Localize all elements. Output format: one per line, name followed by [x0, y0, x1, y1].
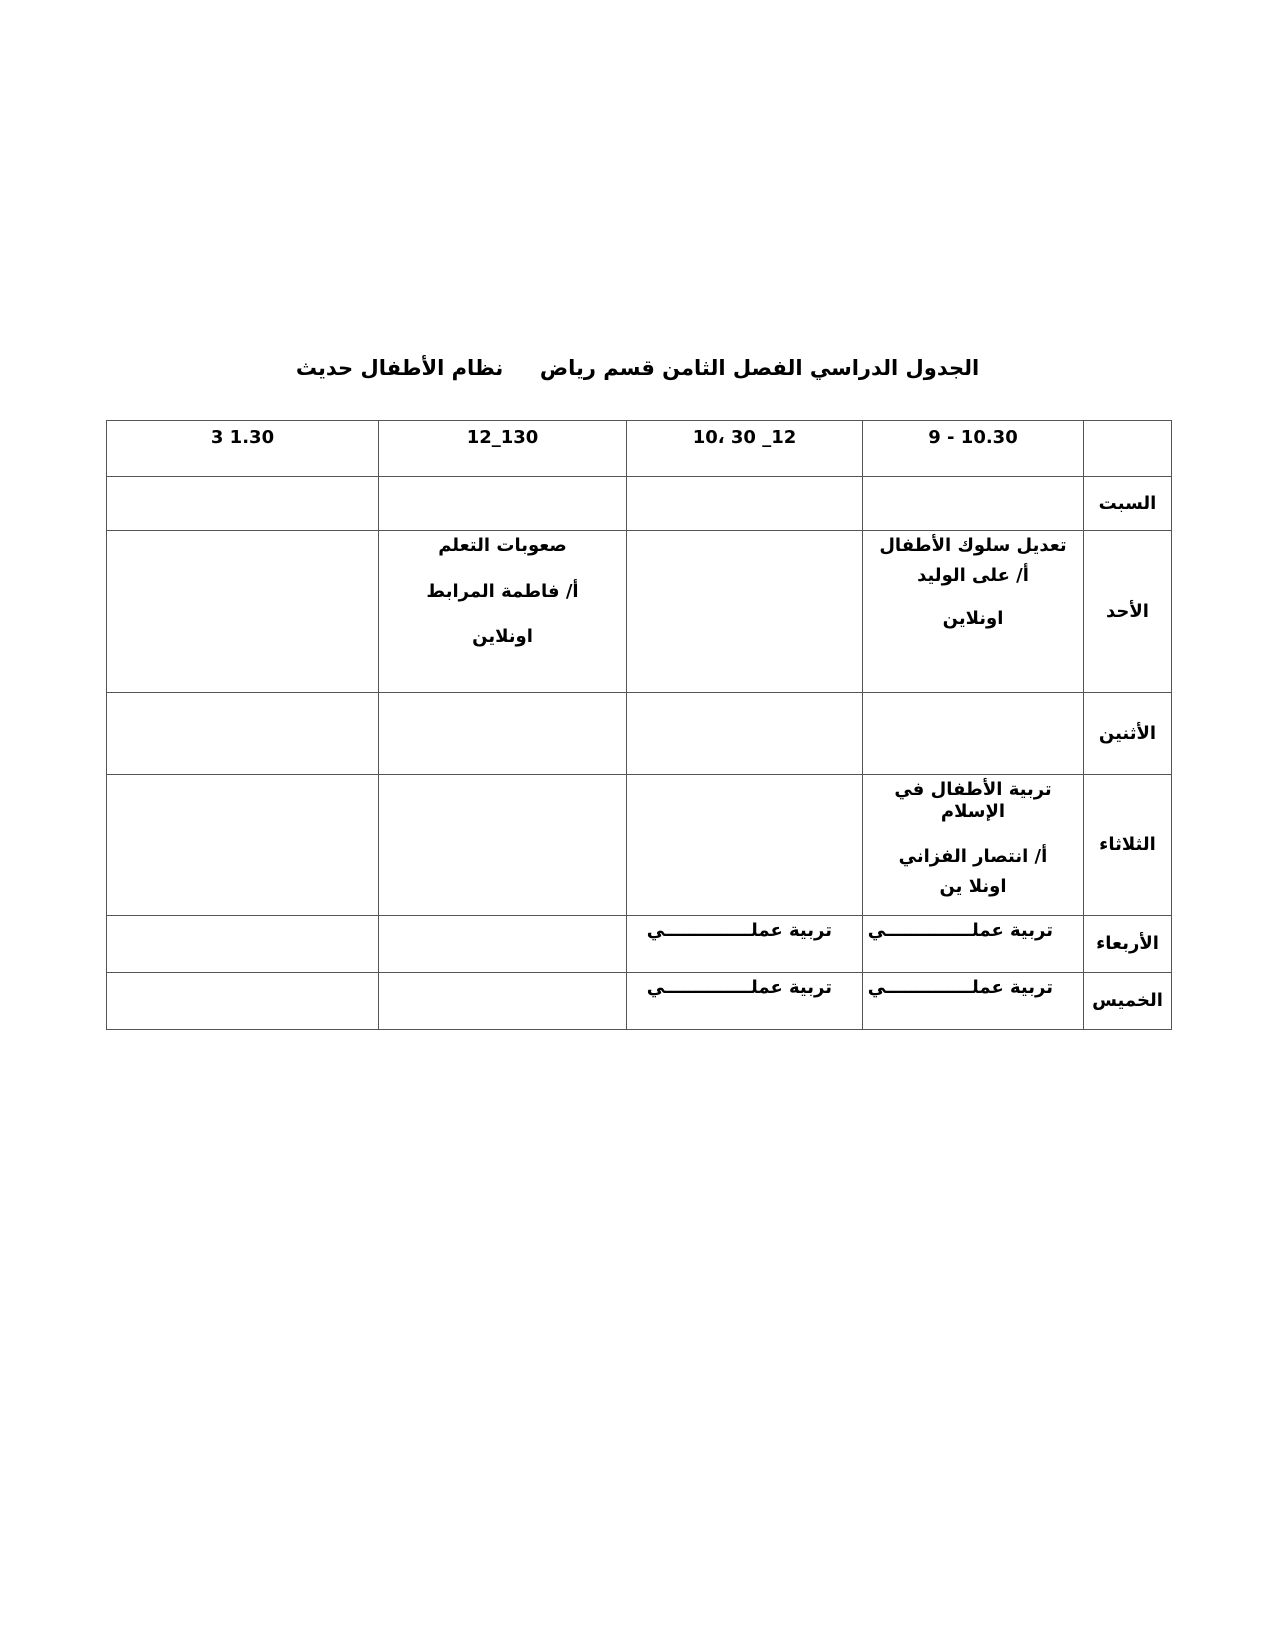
- cell-wednesday-4: [107, 916, 379, 973]
- time-header-2-label: 10، 30 _12: [692, 427, 797, 448]
- day-sunday: الأحد: [1084, 531, 1172, 693]
- cell-saturday-4: [107, 477, 379, 531]
- instructor: أ/ فاطمة المرابط: [426, 580, 579, 602]
- day-monday: الأثنين: [1084, 693, 1172, 775]
- cell-tuesday-4: [107, 775, 379, 916]
- row-monday: [107, 693, 1172, 775]
- cell-tuesday-2: [627, 775, 863, 916]
- cell-thursday-4: [107, 973, 379, 1030]
- cell-sunday-4: [107, 531, 379, 693]
- header-row: [107, 421, 1172, 477]
- cell-tuesday-1: [863, 775, 1084, 916]
- cell-sunday-2: [627, 531, 863, 693]
- time-header-2: [627, 421, 863, 477]
- day-thursday: الخميس: [1084, 973, 1172, 1030]
- schedule-table: [106, 420, 1172, 1030]
- delivery-mode: اونلاين: [942, 608, 1004, 630]
- cell-monday-4: [107, 693, 379, 775]
- cell-wednesday-2: تربية عملــــــــــــــي: [627, 916, 863, 973]
- time-header-1-label: 9 - 10.30: [928, 427, 1018, 448]
- cell-sunday-3: [379, 531, 627, 693]
- row-sunday: [107, 531, 1172, 693]
- time-header-3-label: 12_130: [466, 427, 539, 448]
- cell-monday-3: [379, 693, 627, 775]
- cell-monday-1: [863, 693, 1084, 775]
- day-tuesday: الثلاثاء: [1084, 775, 1172, 916]
- course-title: صعوبات التعلم: [438, 535, 567, 556]
- row-wednesday: [107, 916, 1172, 973]
- corner-header: [1084, 421, 1172, 477]
- course-title: تعديل سلوك الأطفال: [879, 535, 1067, 556]
- row-thursday: [107, 973, 1172, 1030]
- delivery-mode: اونلاين: [472, 626, 533, 648]
- cell-sunday-1: [863, 531, 1084, 693]
- delivery-mode: اونلا ين: [939, 875, 1007, 897]
- cell-saturday-3: [379, 477, 627, 531]
- row-saturday: [107, 477, 1172, 531]
- day-saturday: السبت: [1084, 477, 1172, 531]
- instructor: أ/ انتصار الفزاني: [898, 846, 1048, 868]
- time-header-4: [107, 421, 379, 477]
- course-title: تربية الأطفال في الإسلام: [894, 779, 1052, 822]
- day-wednesday: الأربعاء: [1084, 916, 1172, 973]
- cell-saturday-2: [627, 477, 863, 531]
- cell-wednesday-1: تربية عملــــــــــــــي: [863, 916, 1084, 973]
- cell-thursday-1: تربية عملــــــــــــــي: [863, 973, 1084, 1030]
- cell-thursday-2: تربية عملــــــــــــــي: [627, 973, 863, 1030]
- instructor: أ/ على الوليد: [917, 564, 1029, 586]
- page-title: الجدول الدراسي الفصل الثامن قسم رياض نظام الأطفال حديث: [295, 356, 980, 380]
- cell-thursday-3: [379, 973, 627, 1030]
- time-header-1: [863, 421, 1084, 477]
- cell-monday-2: [627, 693, 863, 775]
- time-header-3: [379, 421, 627, 477]
- time-header-4-label: 3 1.30: [210, 427, 275, 448]
- cell-tuesday-3: [379, 775, 627, 916]
- row-tuesday: [107, 775, 1172, 916]
- cell-wednesday-3: [379, 916, 627, 973]
- cell-saturday-1: [863, 477, 1084, 531]
